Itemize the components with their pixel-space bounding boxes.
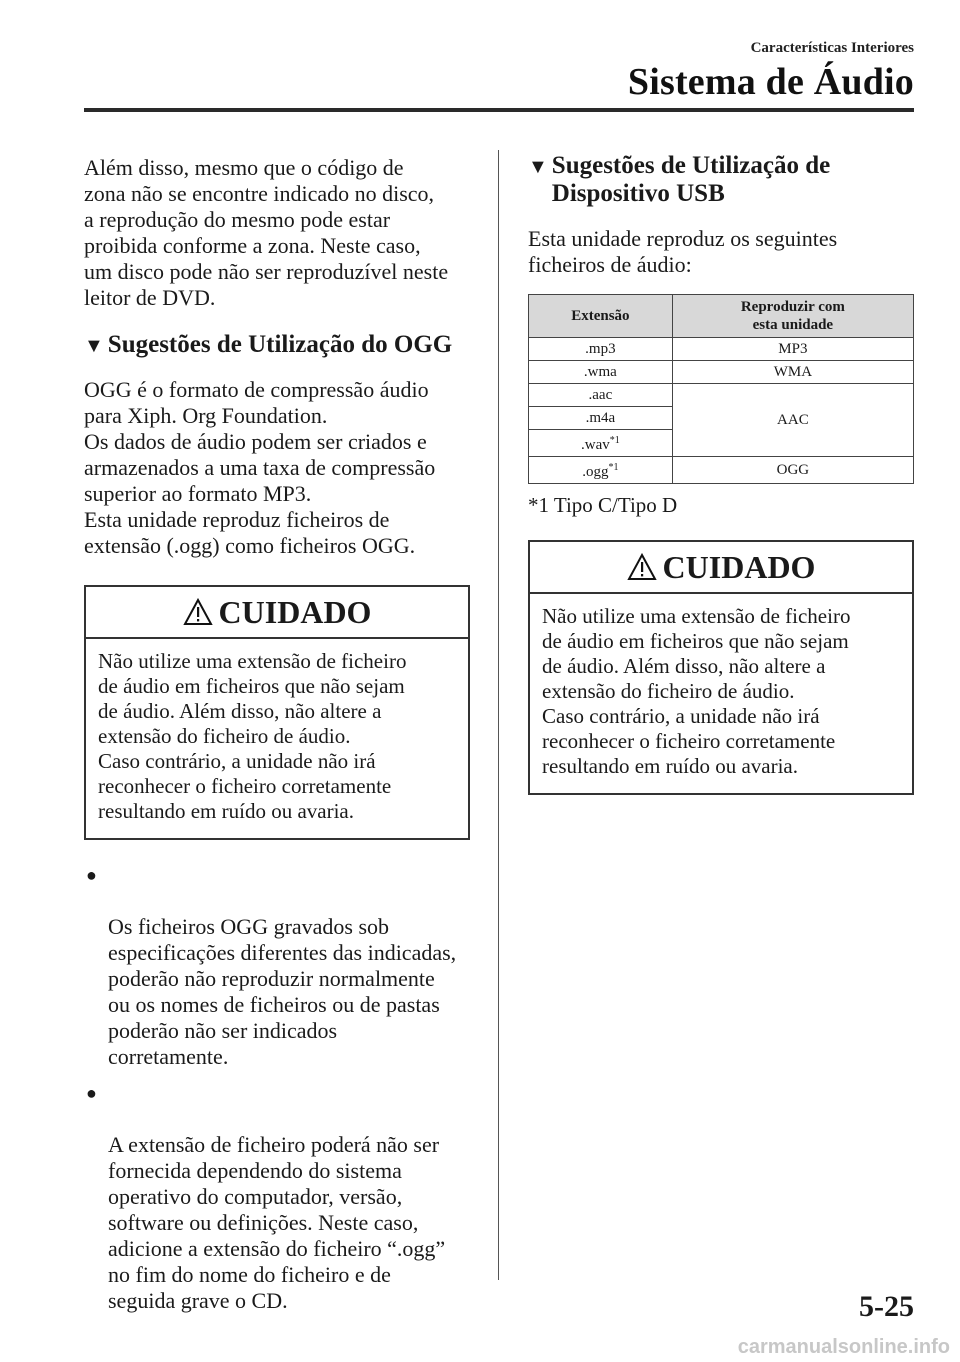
caution-text: Não utilize uma extensão de ficheiro de áudio em ficheiros que não sejam de áudio. Além disso, não altere a extensão do ficheiro de áudio. Caso contrário, a unidade não irá reconhecer o ficheiro corretamente resultando em ruído ou avaria. [542, 604, 851, 778]
table-row [529, 384, 914, 407]
table-cell-extension [529, 430, 673, 457]
table-cell-format: WMA [672, 361, 913, 384]
watermark: carmanualsonline.info [737, 1336, 950, 1358]
ogg-heading-text: Sugestões de Utilização do OGG [107, 331, 453, 358]
page-number: 5-25 [859, 1290, 914, 1323]
intro-paragraph: Além disso, mesmo que o código de zona não se encontre indicado no disco, a reprodução do mesmo pode estar proibida conforme a zona. Neste caso, um disco pode não ser reproduzível neste leitor de DVD. [84, 155, 449, 310]
table-cell-format: MP3 [672, 338, 913, 361]
list-item-text: Os ficheiros OGG gravados sob especificações diferentes das indicadas, poderão não reproduzir normalmente ou os nomes de ficheiros ou de pastas poderão não ser indicados corretamente. [108, 914, 457, 1069]
warning-triangle-icon [627, 553, 657, 581]
usb-heading-text: Sugestões de Utilização de Dispositivo USB [551, 152, 831, 207]
column-divider [498, 150, 499, 1280]
table-footnote: *1 Tipo C/Tipo D [528, 493, 678, 517]
table-row [529, 361, 914, 384]
footnote-marker: *1 [608, 462, 619, 473]
triangle-down-icon: ▼ [528, 156, 548, 178]
usb-paragraph: Esta unidade reproduz os seguintes ficheiros de áudio: [528, 226, 838, 277]
table-cell-extension: .mp3 [529, 338, 673, 361]
table-header-playback: Reproduzir com esta unidade [672, 295, 913, 338]
table-cell-extension: .wma [529, 361, 673, 384]
table-cell-extension: .m4a [529, 407, 673, 430]
extension-text: .ogg [582, 464, 609, 480]
page-title: Sistema de Áudio [627, 61, 914, 103]
list-item-text: A extensão de ficheiro poderá não ser fornecida dependendo do sistema operativo do computador, versão, software ou definições. Neste caso, adicione a extensão do ficheiro “.ogg” no fim do nome do ficheiro e de seguida grave o CD. [108, 1132, 446, 1313]
table-cell-extension [529, 457, 673, 484]
table-header-extension: Extensão [529, 295, 673, 338]
table-cell-format: OGG [672, 457, 913, 484]
footnote-marker: *1 [609, 435, 620, 446]
table-cell-format: AAC [672, 384, 913, 457]
table-header-row [529, 295, 914, 338]
right-column [528, 152, 918, 795]
caution-title: CUIDADO [662, 548, 816, 585]
ogg-heading [84, 331, 474, 361]
left-column [84, 155, 474, 1324]
extension-text: .wav [580, 437, 610, 453]
triangle-down-icon: ▼ [84, 335, 104, 357]
table-row [529, 457, 914, 484]
caution-header [530, 542, 912, 594]
caution-box [84, 585, 470, 840]
caution-header [86, 587, 468, 639]
usb-heading [528, 152, 918, 208]
header-divider [84, 108, 914, 112]
ogg-paragraph: OGG é o formato de compressão áudio para Xiph. Org Foundation. Os dados de áudio podem ser criados e armazenados a uma taxa de compressão superior ao formato MP3. Esta unidade reproduz ficheiros de extensão (.ogg) como ficheiros OGG. [84, 377, 436, 558]
caution-title: CUIDADO [218, 593, 372, 630]
list-item [84, 862, 474, 1070]
table-row [529, 338, 914, 361]
section-label: Características Interiores [750, 40, 914, 56]
bullet-dot-icon: ● [86, 1083, 97, 1103]
bullet-list [84, 862, 474, 1314]
caution-box [528, 540, 914, 795]
extension-table [528, 294, 914, 484]
caution-text: Não utilize uma extensão de ficheiro de áudio em ficheiros que não sejam de áudio. Além disso, não altere a extensão do ficheiro de áudio. Caso contrário, a unidade não irá reconhecer o ficheiro corretamente resultando em ruído ou avaria. [98, 649, 407, 823]
table-cell-extension: .aac [529, 384, 673, 407]
bullet-dot-icon: ● [86, 865, 97, 885]
warning-triangle-icon [183, 598, 213, 626]
list-item [84, 1080, 474, 1314]
